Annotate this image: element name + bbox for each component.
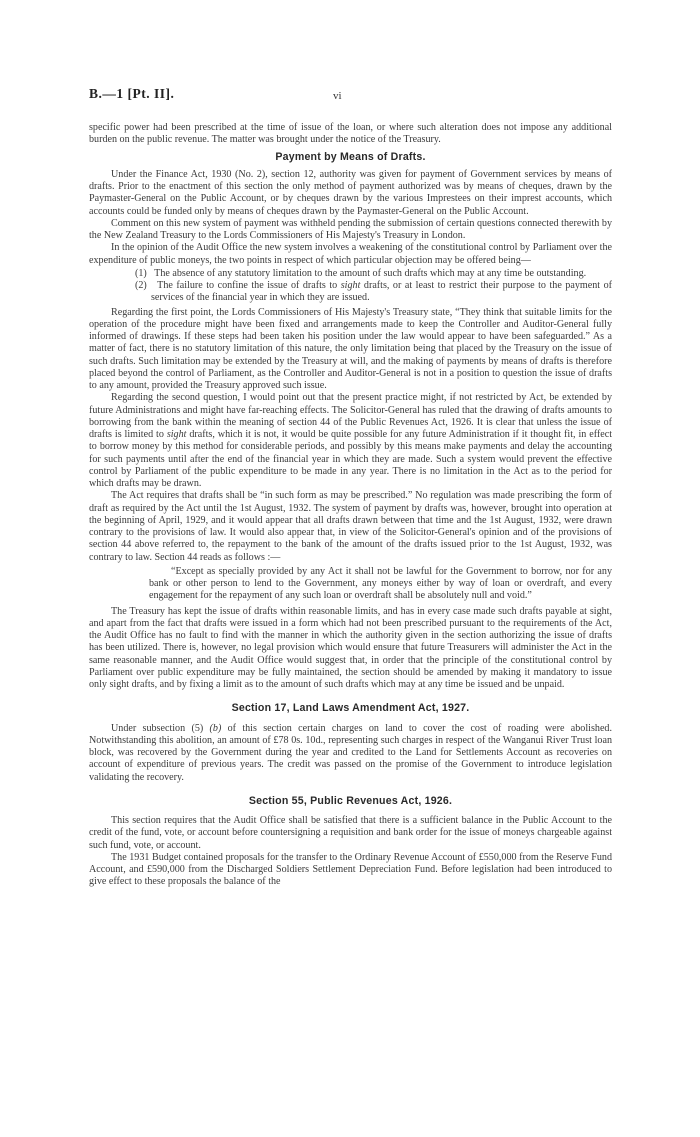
text-run: Under subsection (5) <box>111 722 210 734</box>
paragraph: Under the Finance Act, 1930 (No. 2), section 12, authority was given for payment of Government services by means of drafts. Prior to the enactment of this section the only method of payment authorized was by means of cheques, drawn by the Paymaster-General on the Public Account, or by cheques drawn by the various Imprestees on their imprest accounts, which accounts could be funded only by means of cheques drawn by the Paymaster-General on the Public Account. <box>89 168 612 217</box>
paragraph-second-point <box>89 392 612 490</box>
emphasis-sight: sight <box>340 280 361 291</box>
list-item-number: (1) <box>135 267 152 279</box>
paragraph-land-laws <box>89 723 612 784</box>
paragraph: In the opinion of the Audit Office the new system involves a weakening of the constitutional control by Parliament over the expenditure of public moneys, the two points in respect of which particular objection may be offered being— <box>89 242 612 266</box>
section-44-quote: “Except as specially provided by any Act it shall not be lawful for the Government to borrow, nor for any bank or other person to lend to the Government, any moneys either by way of loan or overdraft, and every engagement for the repayment of any such loan or overdraft shall be absolutely null and void.” <box>149 565 612 602</box>
list-item-text: drafts, or at least to restrict their purpose to the payment of services of the financial year in which they are issued. <box>151 280 612 304</box>
emphasis-sight: sight <box>166 429 187 440</box>
section-heading-land-laws: Section 17, Land Laws Amendment Act, 1927. <box>231 702 470 715</box>
list-item-number: (2) <box>135 280 154 291</box>
paragraph: Regarding the first point, the Lords Commissioners of His Majesty's Treasury state, “They think that suitable limits for the operation of the procedure might have been fixed and arrangements made to keep the Controller and Auditor-General fully informed of drawings. If these steps had been taken his position under the law would appear to have been safeguarded.” As a matter of fact, there is no statutory limitation of this nature, the only limitation being that placed by the Treasury on the issue of such drafts. Such limitation may be extended by the Treasury at will, and the making of payments by means of drafts is therefore placed beyond the control of Parliament, as the Controller and Auditor-General is not in a position to question the issue of drafts to any amount, provided the Treasury approved such issue. <box>89 306 612 391</box>
list-item-text: The failure to confine the issue of drafts to <box>157 280 341 291</box>
list-item <box>135 280 612 305</box>
paragraph: The Treasury has kept the issue of drafts within reasonable limits, and has in every case made such drafts payable at sight, and apart from the fact that drafts were issued in a form which had not been prescribed pursuant to the requirements of the Act, the Audit Office has no fault to find with the manner in which the authority given in the section authorizing the issue of drafts has been utilized. There is, however, no legal provision which would ensure that future Treasurers will administer the Act in the same reasonable manner, and the Audit Office would suggest that, in order that the principle of the constitutional control by Parliament over public expenditure may be fully maintained, the section should be amended by making it mandatory to issue only sight drafts, and by fixing a limit as to the amount of such drafts which may at any time be issued and be unpaid. <box>89 605 612 690</box>
parliamentary-paper-reference: B.—1 [Pt. II]. <box>89 86 175 101</box>
list-item <box>135 268 612 280</box>
paragraph: This section requires that the Audit Office shall be satisfied that there is a sufficient balance in the Public Account to the credit of the fund, vote, or account before countersigning a requisition and bank order for the issue of moneys chargeable against such fund, vote, or account. <box>89 815 612 851</box>
paragraph-regulation: The Act requires that drafts shall be “in such form as may be prescribed.” No regulation was made prescribing the form of draft as required by the Act until the 1st August, 1932. The system of payment by drafts was, however, brought into operation at the beginning of April, 1929, and it would appear that all drafts drawn between that time and the 1st August, 1932, were drawn contrary to the provisions of law. It would also appear that, in view of the Solicitor-General's opinion and of the provisions of section 44 above referred to, the repayment to the bank of the amount of the drafts issued prior to the 1st August, 1932, was contrary to law. Section 44 reads as follows :— <box>89 490 612 563</box>
objection-list <box>89 268 612 305</box>
paragraph: Comment on this new system of payment was withheld pending the submission of certain questions connected therewith by the New Zealand Treasury to the Lords Commissioners of His Majesty's Treasury in London. <box>89 217 612 241</box>
emphasis-subsection: (b) <box>209 722 222 734</box>
page-header <box>89 88 612 122</box>
list-item-text: The absence of any statutory limitation to the amount of such drafts which may at any time be outstanding. <box>154 267 587 279</box>
text-run: of this section certain charges on land to cover the cost of roading were abolished. Notwithstanding this abolition, an amount of £78 0s. 10d., representing such charges in respect of the Wanganui River Trust loan block, was recovered by the Government during the year and credited to the Land for Settlements Account as recoveries on account of expenditure of previous years. The credit was passed on the promise of the Government to introduce legislation validating the recovery. <box>89 722 612 783</box>
section-heading-public-revenues: Section 55, Public Revenues Act, 1926. <box>248 794 453 807</box>
section-heading-drafts: Payment by Means of Drafts. <box>275 150 426 163</box>
paragraph: The 1931 Budget contained proposals for the transfer to the Ordinary Revenue Account of £550,000 from the Reserve Fund Account, and £590,000 from the Discharged Soldiers Settlement Depreciation Fund. Before legislation had been introduced to give effect to these proposals the balance of the <box>89 851 612 888</box>
text-run: drafts, which it is not, it would be quite possible for any future Administration if it thought fit, in effect to borrow money by this method for considerable periods, and possibly by this means make payments and delay the accounting for such payments until after the end of the financial year in which they are made. Such a system would prevent the effective control by Parliament of the public expenditure to be made in any year. There is no limitation in the Act as to the period for which drafts may be drawn. <box>89 429 612 489</box>
continuation-paragraph: specific power had been prescribed at the time of issue of the loan, or where such alteration does not impose any additional burden on the public revenue. The matter was brought under the notice of the Treasury. <box>89 122 612 146</box>
text-run: Regarding the second question, I would point out that the present practice might, if not restricted by Act, be extended by future Administrations and might have far-reaching effects. The Solicitor-General has ruled that the drawing of drafts amounts to borrowing from the bank within the meaning of section 44 of the Public Revenues Act, 1926. It is clear that unless the issue of drafts is limited to <box>89 392 612 440</box>
page-number: vi <box>333 90 342 102</box>
